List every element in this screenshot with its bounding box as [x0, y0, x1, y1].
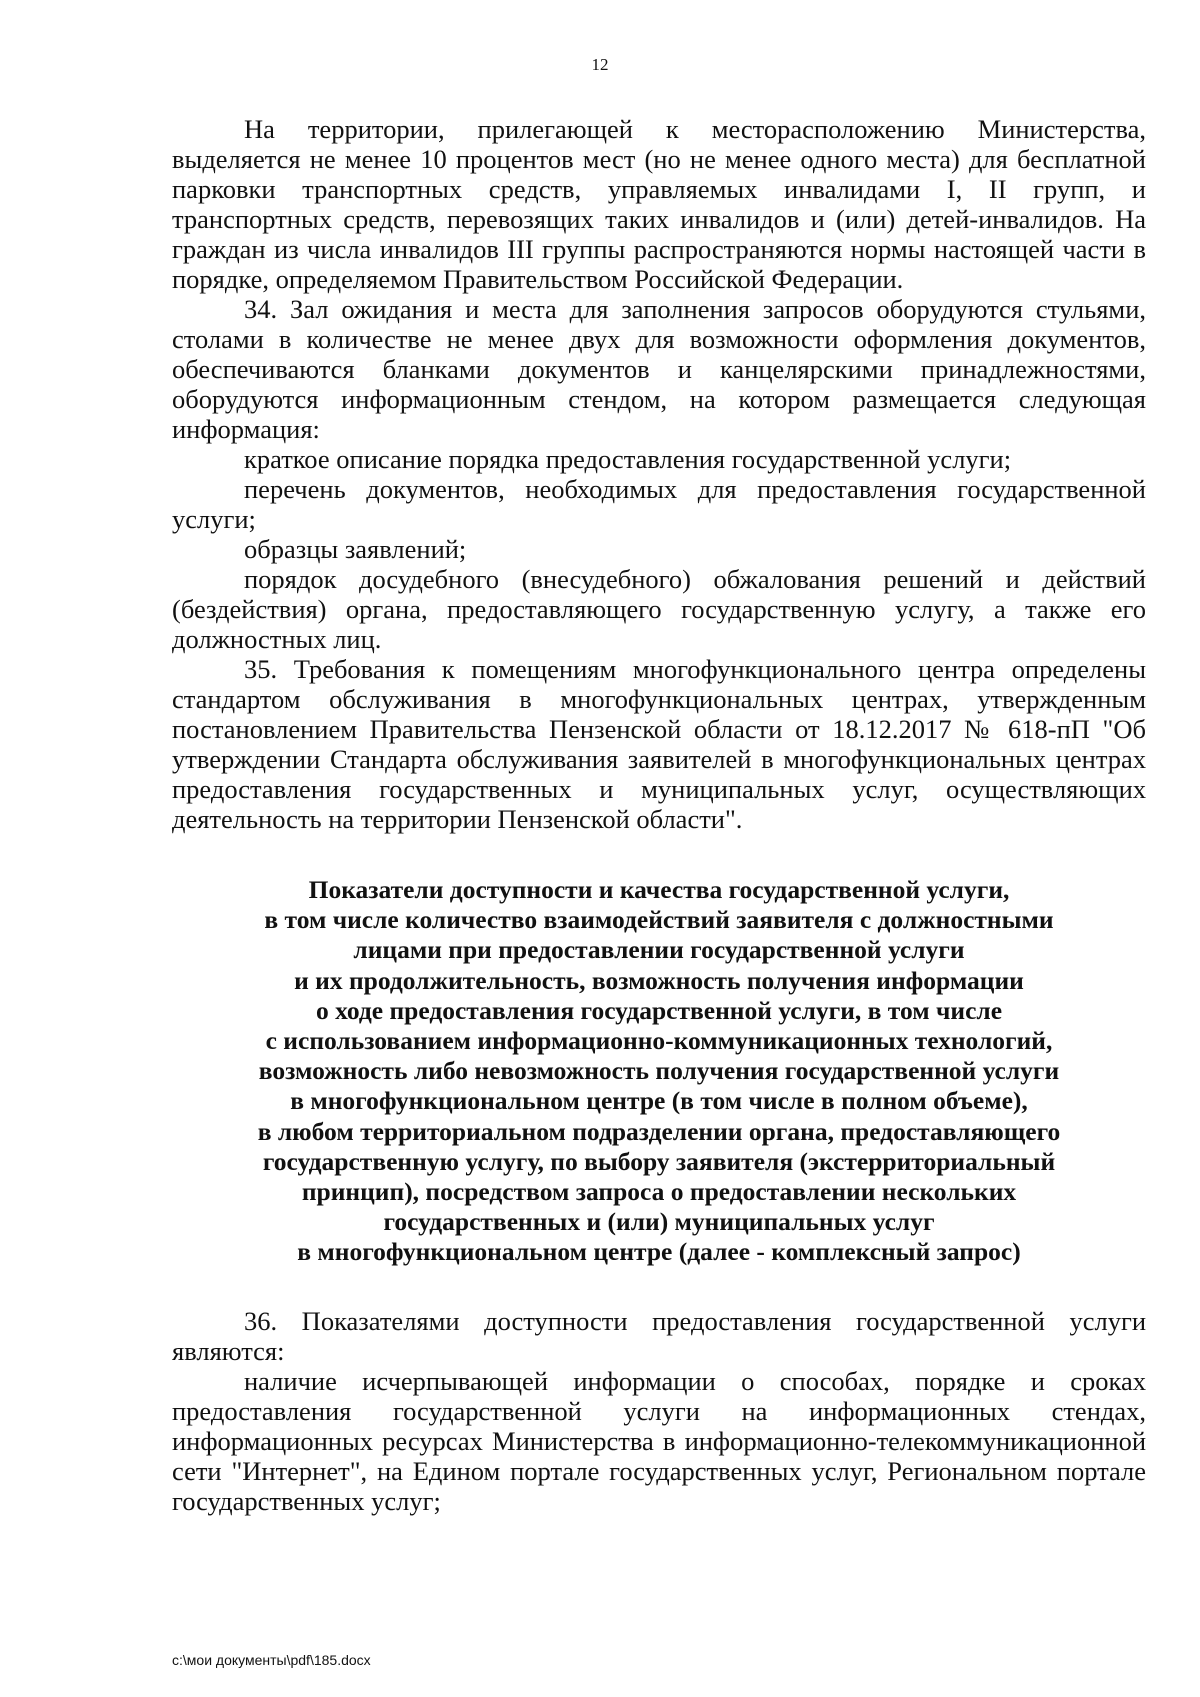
- list-item-samples: образцы заявлений;: [244, 534, 467, 564]
- paragraph-34: 34. Зал ожидания и места для заполнения запросов оборудуются стульями, столами в количестве не менее двух для возможности оформления документов, обеспечиваются бланками документов и канцелярскими принадлежностями, оборудуются информационным стендом, на котором размещается следующая информация:: [172, 294, 1146, 444]
- list-item-description: краткое описание порядка предоставления государственной услуги;: [244, 444, 1012, 474]
- list-item-appeal: порядок досудебного (внесудебного) обжалования решений и действий (бездействия) органа, предоставляющего государственную услугу, а также его должностных лиц.: [172, 564, 1146, 654]
- paragraph-36: 36. Показателями доступности предоставления государственной услуги являются:: [172, 1305, 1146, 1366]
- page-number: 12: [591, 55, 609, 74]
- document-body: [172, 114, 1146, 1516]
- footer-file-path: c:\мои документы\pdf\185.docx: [172, 1652, 371, 1668]
- heading-line: в многофункциональном центре (далее - комплексный запрос): [297, 1237, 1021, 1267]
- heading-line: о ходе предоставления государственной услуги, в том числе: [315, 995, 1003, 1025]
- list-item-information: наличие исчерпывающей информации о способах, порядке и сроках предоставления государственной услуги на информационных стендах, информационных ресурсах Министерства в информационно-телекоммуникационной сети "Интернет", на Едином портале государственных услуг, Региональном портале государственных услуг;: [172, 1365, 1146, 1516]
- heading-line: принцип), посредством запроса о предоставлении нескольких: [301, 1177, 1017, 1207]
- section-heading: [172, 875, 1146, 1268]
- heading-line: в том числе количество взаимодействий заявителя с должностными: [264, 905, 1054, 935]
- paragraph-parking: На территории, прилегающей к месторасположению Министерства, выделяется не менее 10 процентов мест (но не менее одного места) для бесплатной парковки транспортных средств, управляемых инвалидами I, II групп, и транспортных средств, перевозящих таких инвалидов и (или) детей-инвалидов. На граждан из числа инвалидов III группы распространяются нормы настоящей части в порядке, определяемом Правительством Российской Федерации.: [172, 114, 1146, 294]
- heading-line: в любом территориальном подразделении органа, предоставляющего: [257, 1116, 1061, 1146]
- heading-line: Показатели доступности и качества государственной услуги,: [308, 875, 1010, 904]
- paragraph-35: 35. Требования к помещениям многофункционального центра определены стандартом обслуживания в многофункциональных центрах, утвержденным постановлением Правительства Пензенской области от 18.12.2017 № 618-пП "Об утверждении Стандарта обслуживания заявителей в многофункциональных центрах предоставления государственных и муниципальных услуг, осуществляющих деятельность на территории Пензенской области".: [172, 654, 1146, 834]
- heading-line: государственных и (или) муниципальных услуг: [383, 1207, 935, 1237]
- list-item-documents: перечень документов, необходимых для предоставления государственной услуги;: [172, 474, 1146, 534]
- heading-line: государственную услугу, по выбору заявителя (экстерриториальный: [262, 1146, 1056, 1176]
- heading-line: с использованием информационно-коммуникационных технологий,: [265, 1026, 1053, 1056]
- heading-line: возможность либо невозможность получения государственной услуги: [258, 1056, 1060, 1086]
- heading-line: лицами при предоставлении государственной услуги: [353, 935, 965, 965]
- heading-line: и их продолжительность, возможность получения информации: [294, 965, 1024, 995]
- heading-line: в многофункциональном центре (в том числе в полном объеме),: [290, 1086, 1028, 1116]
